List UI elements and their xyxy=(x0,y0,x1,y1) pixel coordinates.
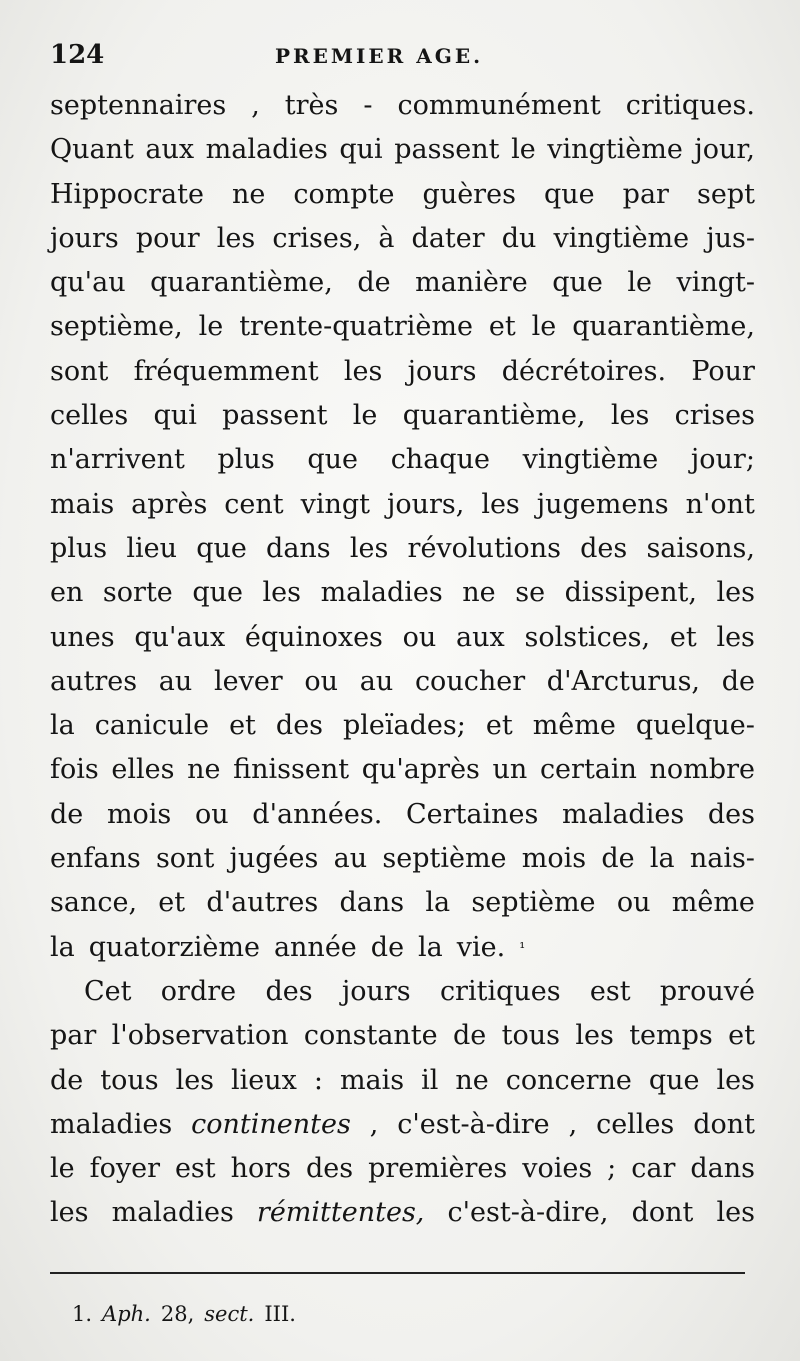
word: année xyxy=(273,931,357,963)
word: la xyxy=(418,931,443,963)
word: concerne xyxy=(505,1064,632,1096)
word: tous xyxy=(100,1064,159,1096)
word: qui xyxy=(153,400,197,432)
word: maladies xyxy=(111,1197,234,1229)
word: équinoxes xyxy=(244,621,383,653)
word: ordre xyxy=(160,975,237,1007)
text-line xyxy=(50,1147,755,1191)
word: jours xyxy=(407,355,477,387)
word: chaque xyxy=(390,444,490,476)
word: Certaines xyxy=(405,798,539,830)
text-line xyxy=(50,748,755,792)
word: les xyxy=(349,532,389,564)
word: le xyxy=(50,1153,75,1185)
word: constante xyxy=(303,1020,438,1052)
word: dont xyxy=(631,1197,694,1229)
word: aux xyxy=(145,134,195,166)
word: coucher xyxy=(414,665,526,697)
word: quarantième, xyxy=(402,400,586,432)
word: nais- xyxy=(689,843,755,875)
word: et xyxy=(728,1020,755,1052)
footnote xyxy=(72,1302,296,1326)
word: ne xyxy=(232,178,266,210)
word: le xyxy=(627,267,652,299)
word: au xyxy=(359,665,394,697)
word: en xyxy=(50,577,84,609)
word: que xyxy=(192,577,243,609)
word: communément xyxy=(397,90,601,121)
text-line xyxy=(50,438,755,482)
word: - xyxy=(363,90,373,121)
running-head: PREMIER AGE. xyxy=(275,44,484,68)
word: prouvé xyxy=(659,975,755,1007)
body-text xyxy=(50,84,755,1236)
word: des xyxy=(306,1153,354,1185)
word: c'est-à-dire xyxy=(397,1108,550,1140)
word: plus xyxy=(217,444,275,476)
word: celles xyxy=(596,1108,675,1140)
page-number: 124 xyxy=(50,40,105,70)
word: de xyxy=(357,267,391,299)
word: révolutions xyxy=(407,532,561,564)
word: dissipent, xyxy=(564,577,697,609)
word: vingt- xyxy=(676,267,755,299)
word: que xyxy=(307,444,359,476)
text-line xyxy=(50,350,755,394)
word: que xyxy=(196,532,247,564)
word: de xyxy=(370,931,405,963)
word: tous xyxy=(501,1020,560,1052)
word: de xyxy=(721,665,755,697)
text-line xyxy=(50,128,755,172)
word: les xyxy=(716,1064,755,1096)
word: manière xyxy=(415,267,528,299)
word: à xyxy=(378,222,395,254)
word: Pour xyxy=(691,355,755,387)
word: et xyxy=(669,621,697,653)
word: que xyxy=(552,267,603,299)
word: septième xyxy=(471,887,596,919)
word: fréquemment xyxy=(133,355,319,387)
word: passent xyxy=(222,400,328,432)
word: maladies xyxy=(50,1108,173,1140)
text-line xyxy=(50,837,755,881)
word: canicule xyxy=(94,710,210,742)
word: voies xyxy=(522,1153,593,1185)
page-header xyxy=(50,40,750,76)
word: les xyxy=(716,577,755,609)
word: lever xyxy=(213,665,283,697)
word: ; xyxy=(607,1153,617,1185)
word: jours xyxy=(341,975,411,1007)
word: le xyxy=(352,400,378,432)
word: cent xyxy=(224,488,284,520)
word: le xyxy=(198,311,224,343)
word: les xyxy=(716,621,755,653)
word: vingtième xyxy=(553,222,690,254)
word: et xyxy=(229,710,256,742)
word: que xyxy=(648,1064,700,1096)
word: Cet xyxy=(84,975,132,1007)
word: jour, xyxy=(694,134,755,166)
word: n'ont xyxy=(685,488,755,520)
word: même xyxy=(671,887,755,919)
word: maladies xyxy=(561,798,685,830)
word: pleïades; xyxy=(343,710,466,742)
word: car xyxy=(631,1153,676,1185)
word: dans xyxy=(266,532,331,564)
word: jugées xyxy=(229,843,319,875)
footnote-sect-label: sect. xyxy=(204,1302,255,1326)
word: est xyxy=(589,975,631,1007)
word: continentes xyxy=(191,1108,351,1140)
word: , xyxy=(251,90,260,121)
word: maladies xyxy=(320,577,443,609)
word: celles xyxy=(50,400,129,432)
word: sance, xyxy=(50,887,138,919)
word: décrétoires. xyxy=(501,355,667,387)
word: et xyxy=(488,311,516,343)
word: critiques xyxy=(439,975,561,1007)
word: maladies xyxy=(205,134,328,166)
word: des xyxy=(275,710,324,742)
text-line xyxy=(50,970,755,1014)
word: jugemens xyxy=(536,488,669,520)
text-line xyxy=(50,881,755,925)
word: foyer xyxy=(89,1153,160,1185)
word: solstices, xyxy=(524,621,651,653)
word: unes xyxy=(50,621,115,653)
footnote-sect-number: III. xyxy=(264,1302,296,1326)
word: les xyxy=(343,355,383,387)
word: c'est-à-dire, xyxy=(447,1197,609,1229)
word: temps xyxy=(629,1020,713,1052)
footnote-rule xyxy=(50,1272,745,1274)
text-line xyxy=(50,527,755,571)
word: Hippocrate xyxy=(50,178,204,210)
word: crises xyxy=(674,400,755,432)
word: , xyxy=(369,1108,379,1140)
word: pour xyxy=(135,222,200,254)
word: crises, xyxy=(272,222,362,254)
word: sorte xyxy=(102,577,173,609)
word: fois xyxy=(50,754,99,786)
word: mais xyxy=(339,1064,405,1096)
word: l'observation xyxy=(111,1020,289,1052)
word: ou xyxy=(194,798,229,830)
word: jus- xyxy=(706,222,755,254)
text-line xyxy=(50,1059,755,1103)
word: vie. xyxy=(456,931,506,963)
word: les xyxy=(716,1197,755,1229)
word: d'années. xyxy=(252,798,383,830)
word: après xyxy=(131,488,208,520)
word: aux xyxy=(456,621,505,653)
word: le xyxy=(511,134,536,166)
word: ne xyxy=(455,1064,489,1096)
text-line xyxy=(50,84,755,128)
word: ou xyxy=(616,887,651,919)
word: rémittentes, xyxy=(256,1197,425,1229)
word: saisons, xyxy=(646,532,755,564)
word: qu'après xyxy=(361,754,480,786)
word: un xyxy=(492,754,528,786)
word: elles xyxy=(111,754,175,786)
word: compte xyxy=(293,178,395,210)
text-line xyxy=(50,483,755,527)
word: septennaires xyxy=(50,90,227,121)
word: guères xyxy=(422,178,516,210)
word: les xyxy=(216,222,256,254)
word: de xyxy=(50,798,84,830)
text-line xyxy=(50,926,755,970)
word: et xyxy=(485,710,513,742)
word: quarantième, xyxy=(150,267,333,299)
word: les xyxy=(610,400,650,432)
word: ¹ xyxy=(519,938,526,957)
word: hors xyxy=(230,1153,292,1185)
word: lieux xyxy=(231,1064,297,1096)
word: il xyxy=(421,1064,439,1096)
word: par xyxy=(50,1020,97,1052)
word: par xyxy=(622,178,669,210)
text-line xyxy=(50,704,755,748)
word: jour; xyxy=(690,444,755,476)
word: dater xyxy=(411,222,485,254)
word: se xyxy=(515,577,546,609)
footnote-number: 1. xyxy=(72,1302,93,1326)
word: plus xyxy=(50,532,108,564)
word: finissent xyxy=(233,754,350,786)
word: nombre xyxy=(649,754,755,786)
text-line xyxy=(50,660,755,704)
word: septième, xyxy=(50,311,183,343)
word: qu'au xyxy=(50,267,126,299)
word: ou xyxy=(402,621,437,653)
word: qui xyxy=(339,134,383,166)
word: de xyxy=(601,843,635,875)
text-line xyxy=(50,394,755,438)
word: ne xyxy=(462,577,496,609)
word: très xyxy=(284,90,339,121)
word: la xyxy=(50,710,75,742)
text-line xyxy=(50,1014,755,1058)
footnote-aph-number: 28, xyxy=(160,1302,195,1326)
word: vingt xyxy=(300,488,370,520)
word: et xyxy=(158,887,186,919)
text-line xyxy=(50,1191,755,1235)
word: même xyxy=(532,710,616,742)
word: jours, xyxy=(386,488,465,520)
word: les xyxy=(175,1064,215,1096)
word: la xyxy=(425,887,451,919)
word: dans xyxy=(339,887,405,919)
word: mois xyxy=(106,798,172,830)
word: dont xyxy=(693,1108,755,1140)
word: la xyxy=(50,931,75,963)
word: septième xyxy=(382,843,507,875)
word: mais xyxy=(50,488,115,520)
word: dans xyxy=(690,1153,755,1185)
word: quelque- xyxy=(635,710,755,742)
word: mois xyxy=(521,843,587,875)
word: sont xyxy=(155,843,215,875)
word: du xyxy=(501,222,537,254)
text-line xyxy=(50,793,755,837)
word: quatorzième xyxy=(88,931,260,963)
word: Quant xyxy=(50,134,134,166)
word: au xyxy=(158,665,193,697)
word: des xyxy=(265,975,313,1007)
word: est xyxy=(174,1153,216,1185)
word: vingtième xyxy=(522,444,659,476)
word: ne xyxy=(187,754,221,786)
footnote-ref: Aph. xyxy=(102,1302,151,1326)
word: les xyxy=(481,488,520,520)
word: quarantième, xyxy=(572,311,755,343)
word: les xyxy=(262,577,302,609)
word: jours xyxy=(50,222,119,254)
word: trente-quatrième xyxy=(239,311,473,343)
word: certain xyxy=(539,754,637,786)
word: les xyxy=(50,1197,89,1229)
word: : xyxy=(313,1064,323,1096)
word: ou xyxy=(304,665,339,697)
word: de xyxy=(50,1064,84,1096)
word: les xyxy=(575,1020,614,1052)
word: qu'aux xyxy=(134,621,226,653)
word: de xyxy=(453,1020,487,1052)
word: passent xyxy=(394,134,500,166)
text-line xyxy=(50,571,755,615)
word: que xyxy=(543,178,595,210)
word: d'Arcturus, xyxy=(546,665,701,697)
word: au xyxy=(333,843,368,875)
word: des xyxy=(580,532,628,564)
word: lieu xyxy=(126,532,177,564)
word: d'autres xyxy=(206,887,319,919)
word: des xyxy=(707,798,755,830)
text-line xyxy=(50,305,755,349)
word: sont xyxy=(50,355,109,387)
text-line xyxy=(50,173,755,217)
text-line xyxy=(50,217,755,261)
word: enfans xyxy=(50,843,141,875)
word: premières xyxy=(368,1153,508,1185)
word: critiques. xyxy=(625,90,755,121)
word: la xyxy=(649,843,675,875)
word: , xyxy=(568,1108,578,1140)
word: vingtième xyxy=(547,134,683,166)
text-line xyxy=(50,616,755,660)
word: le xyxy=(531,311,557,343)
text-line xyxy=(50,1103,755,1147)
word: sept xyxy=(696,178,755,210)
text-line xyxy=(50,261,755,305)
word: n'arrivent xyxy=(50,444,185,476)
word: autres xyxy=(50,665,138,697)
